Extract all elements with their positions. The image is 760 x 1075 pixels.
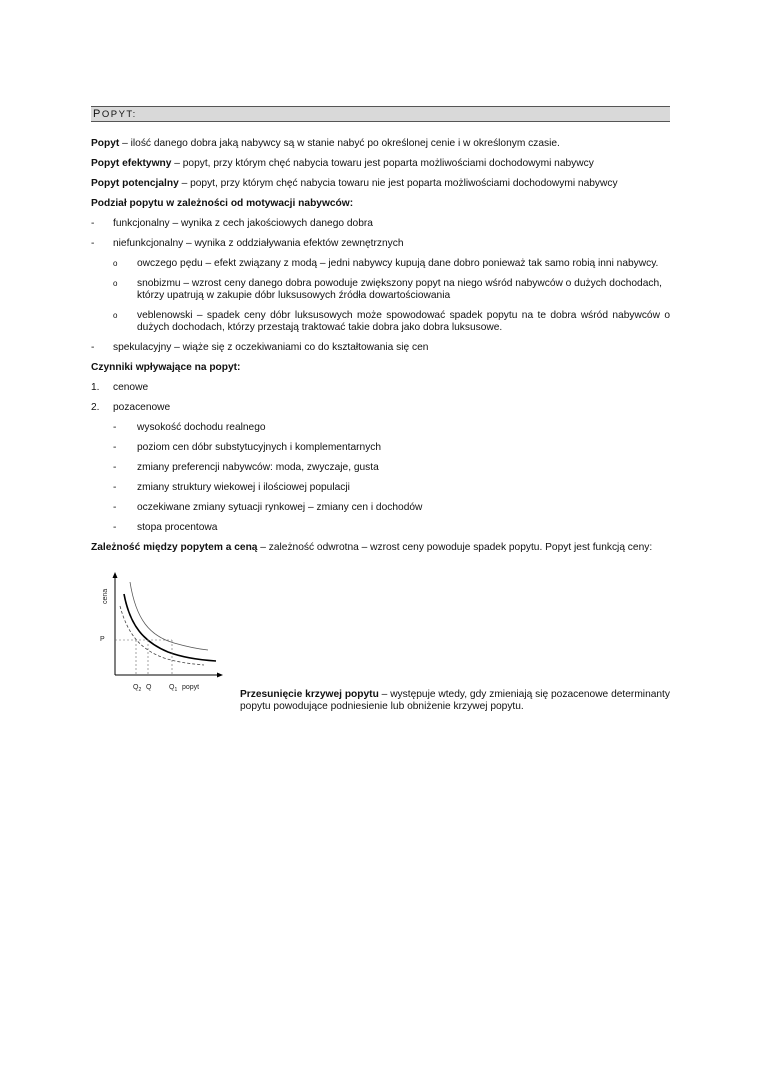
list-marker: o: [113, 311, 118, 320]
sub-list-item: [91, 258, 670, 270]
list-text: funkcjonalny – wynika z cech jakościowych danego dobra: [113, 218, 373, 229]
sub-list-item: [91, 462, 670, 474]
definition-text: – popyt, przy którym chęć nabycia towaru jest poparta możliwościami dochodowymi nabywcy: [171, 158, 594, 169]
section-title: POPYT:: [93, 108, 137, 120]
list-marker: -: [113, 482, 117, 493]
sub-list-item: [91, 310, 670, 334]
term: Przesunięcie krzywej popytu: [240, 689, 379, 700]
list-item: [91, 402, 670, 414]
sub-list-item: [91, 422, 670, 434]
definition-popyt-potencjalny: [91, 178, 670, 190]
factors-heading: [91, 362, 670, 374]
list-number: 1.: [91, 382, 100, 393]
list-text: stopa procentowa: [137, 522, 218, 533]
price-demand-relation: [91, 542, 670, 554]
list-text: snobizmu – wzrost ceny danego dobra powoduje zwiększony popyt na niego wśród nabywców o dużych dochodach, którzy upatrują w zakupie dóbr luksusowych źródła dowartościowania: [137, 278, 662, 301]
section-header: [91, 106, 670, 122]
list-item: [91, 238, 670, 250]
list-text: poziom cen dóbr substytucyjnych i komplementarnych: [137, 442, 382, 453]
list-text: cenowe: [113, 382, 149, 393]
list-marker: o: [113, 259, 118, 268]
q-label: Q: [146, 684, 152, 691]
q2-label: $Q_2$: [133, 684, 142, 693]
q1-label: $Q_1$: [169, 684, 178, 693]
definition-popyt: [91, 138, 670, 150]
term: Popyt potencjalny: [91, 178, 179, 189]
list-marker: o: [113, 279, 118, 288]
demand-curve: [124, 594, 216, 661]
list-marker: -: [113, 462, 117, 473]
y-axis-label: cena: [102, 588, 109, 604]
y-axis-arrow: [113, 572, 118, 578]
list-text: spekulacyjny – wiąże się z oczekiwaniami co do kształtowania się cen: [113, 342, 429, 353]
term: Zależność między popytem a ceną: [91, 542, 258, 553]
curve-shift-paragraph: [240, 689, 670, 713]
heading-text: Czynniki wpływające na popyt:: [91, 362, 241, 373]
definition-text: – popyt, przy którym chęć nabycia towaru nie jest poparta możliwościami dochodowymi nabywcy: [178, 178, 618, 189]
list-text: pozacenowe: [113, 402, 171, 413]
list-text: veblenowski – spadek ceny dóbr luksusowych może spowodować spadek popytu na te dobra wśród nabywców o dużych dochodach, którzy przestają traktować takie dobra jako dobra luksusowe.: [137, 310, 670, 333]
demand-curve-diagram: [90, 570, 225, 700]
sub-list-item: [91, 502, 670, 514]
definition-text: – ilość danego dobra jaką nabywcy są w stanie nabyć po określonej cenie i w określonym czasie.: [119, 138, 560, 149]
list-marker: -: [91, 342, 95, 353]
sub-list-item: [91, 522, 670, 534]
list-text: oczekiwane zmiany sytuacji rynkowej – zmiany cen i dochodów: [137, 502, 423, 513]
relation-text: – zależność odwrotna – wzrost ceny powoduje spadek popytu. Popyt jest funkcją ceny:: [257, 542, 653, 553]
x-axis-label: popyt: [182, 684, 200, 691]
sub-list-item: [91, 442, 670, 454]
list-text: niefunkcjonalny – wynika z oddziaływania efektów zewnętrznych: [113, 238, 404, 249]
demand-curve-shifted-down: [120, 606, 204, 665]
term: Popyt efektywny: [91, 158, 172, 169]
list-item: [91, 218, 670, 230]
list-item: [91, 342, 670, 354]
shift-text: – występuje wtedy, gdy zmieniają się pozacenowe determinanty popytu powodujące podniesienie lub obniżenie krzywej popytu.: [240, 689, 670, 712]
motivation-heading: [91, 198, 670, 210]
list-number: 2.: [91, 402, 100, 413]
list-text: owczego pędu – efekt związany z modą – jedni nabywcy kupują dane dobro ponieważ tak samo robią inni nabywcy.: [137, 258, 659, 269]
list-text: wysokość dochodu realnego: [137, 422, 266, 433]
term: Popyt: [91, 138, 120, 149]
list-marker: -: [91, 218, 95, 229]
definition-popyt-efektywny: [91, 158, 670, 170]
heading-text: Podział popytu w zależności od motywacji nabywców:: [91, 198, 354, 209]
list-text: zmiany struktury wiekowej i ilościowej populacji: [137, 482, 350, 493]
list-marker: -: [113, 522, 117, 533]
x-axis-arrow: [217, 673, 223, 678]
document-page: [91, 106, 670, 554]
list-marker: -: [113, 502, 117, 513]
list-marker: -: [113, 442, 117, 453]
sub-list-item: [91, 278, 670, 302]
price-label: P: [100, 636, 105, 643]
sub-list-item: [91, 482, 670, 494]
list-text: zmiany preferencji nabywców: moda, zwyczaje, gusta: [137, 462, 379, 473]
list-marker: -: [113, 422, 117, 433]
list-marker: -: [91, 238, 95, 249]
list-item: [91, 382, 670, 394]
